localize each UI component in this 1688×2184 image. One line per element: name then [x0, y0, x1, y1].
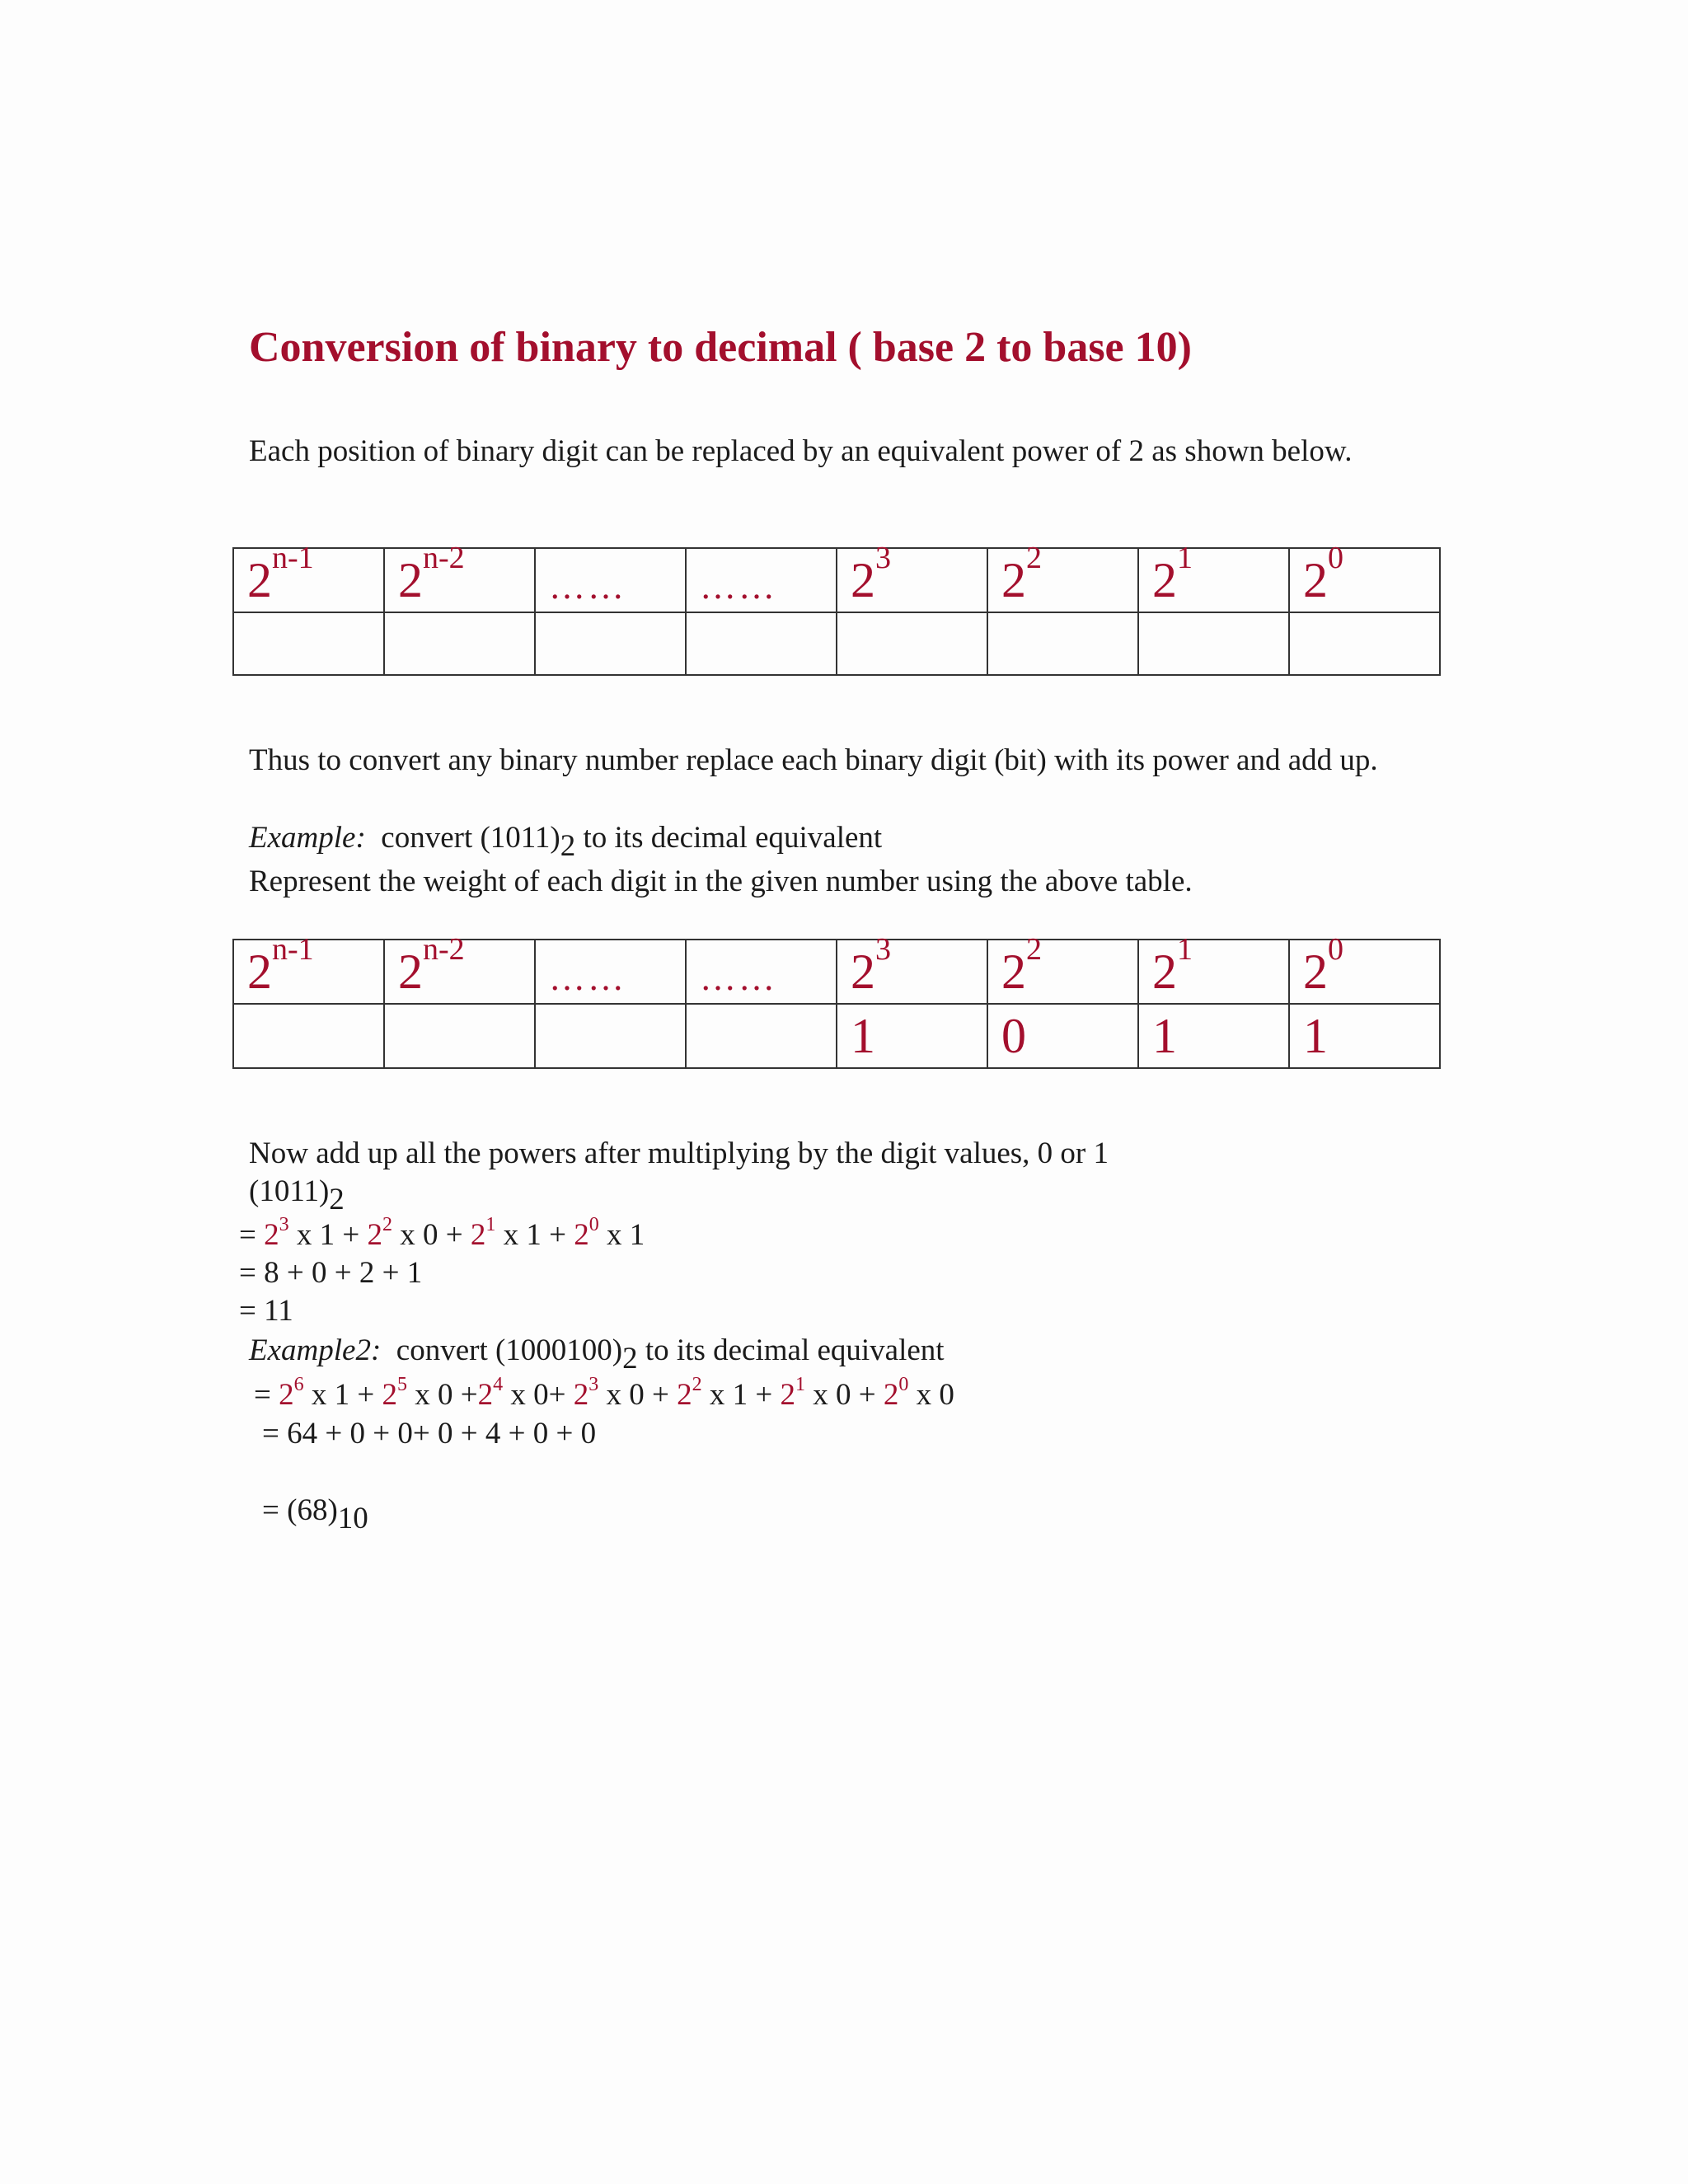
- powers-value-cell: [987, 612, 1138, 675]
- expr-text: x 0 +: [407, 1378, 478, 1412]
- weights-header-row: [233, 940, 1440, 1004]
- weights-value-cell: 1: [837, 1004, 987, 1068]
- power-exponent: n-1: [272, 541, 314, 575]
- example2-expansion: [254, 1373, 954, 1414]
- powers-header-cell: ……: [686, 548, 837, 612]
- power-term-exponent: 2: [692, 1373, 702, 1395]
- example1-post: to its decimal equivalent: [575, 821, 883, 855]
- expr-text: x 0 +: [392, 1218, 471, 1252]
- powers-header-cell: [1138, 541, 1289, 612]
- power-term-exponent: 0: [588, 1213, 599, 1235]
- example1-label: Example:: [249, 821, 366, 855]
- weights-value-cell: [686, 1004, 837, 1068]
- power-term: $2^0$: [883, 1373, 909, 1412]
- weights-header-cell: ……: [686, 940, 837, 1004]
- power-base: 2: [1001, 944, 1026, 999]
- power-exponent: 2: [1026, 932, 1042, 967]
- power-base: 2: [247, 553, 272, 607]
- power-term: $2^4$: [477, 1373, 504, 1412]
- powers-value-cell: [535, 612, 686, 675]
- power-term-exponent: 2: [382, 1213, 392, 1235]
- weights-value-cell: [233, 1004, 384, 1068]
- power-exponent: 1: [1177, 932, 1193, 967]
- power-term-exponent: 1: [795, 1373, 805, 1395]
- powers-value-cell: [1138, 612, 1289, 675]
- example2-result-value: = (68): [262, 1493, 338, 1527]
- expr-text: x 1 +: [495, 1218, 574, 1252]
- expr-text: x 0 +: [805, 1378, 884, 1412]
- weights-value-row: [233, 1004, 1440, 1068]
- powers-header-row: [233, 548, 1440, 612]
- power-term: $2^3$: [264, 1213, 289, 1252]
- powers-header-cell: [384, 541, 535, 612]
- powers-header-cell: ……: [535, 548, 686, 612]
- expr-text: x 0+: [503, 1378, 574, 1412]
- represent-text: Represent the weight of each digit in the given number using the above table.: [249, 865, 1193, 898]
- expr-text: =: [254, 1378, 279, 1412]
- example2-pre: convert (1000100): [396, 1333, 623, 1367]
- power-term: $2^2$: [677, 1373, 702, 1412]
- power-exponent: n-2: [423, 541, 465, 575]
- power-term-exponent: 5: [397, 1373, 407, 1395]
- power-term-exponent: 0: [898, 1373, 909, 1395]
- example2-result-sub: 10: [337, 1502, 368, 1535]
- expr-text: x 1 +: [303, 1378, 382, 1412]
- power-term: $2^5$: [382, 1373, 407, 1412]
- power-base: 2: [1152, 553, 1177, 607]
- power-term: $2^0$: [574, 1213, 599, 1252]
- power-base: 2: [1303, 553, 1328, 607]
- power-term: $2^3$: [573, 1373, 599, 1412]
- power-base: 2: [1152, 944, 1177, 999]
- power-term-exponent: 3: [588, 1373, 599, 1395]
- example1-sub: 2: [560, 829, 576, 863]
- calc1-sum: = 8 + 0 + 2 + 1: [239, 1256, 423, 1290]
- weights-header-cell: [987, 932, 1138, 1004]
- power-exponent: 0: [1328, 932, 1343, 967]
- expr-text: x 0: [908, 1378, 954, 1412]
- weights-header-cell: [837, 932, 987, 1004]
- calc1-number-value: (1011): [249, 1174, 330, 1208]
- power-term: $2^2$: [367, 1213, 392, 1252]
- powers-header-cell: [987, 541, 1138, 612]
- power-term-exponent: 4: [493, 1373, 504, 1395]
- add-up-text: Now add up all the powers after multiplying by the digit values, 0 or 1: [249, 1137, 1109, 1170]
- power-term-exponent: 3: [279, 1213, 289, 1235]
- example2-post: to its decimal equivalent: [637, 1333, 945, 1367]
- weights-value-cell: 1: [1289, 1004, 1440, 1068]
- power-base: 2: [398, 944, 423, 999]
- powers-header-cell: [1289, 541, 1440, 612]
- power-base: 2: [1001, 553, 1026, 607]
- weights-header-cell: [1289, 932, 1440, 1004]
- power-exponent: n-1: [272, 932, 314, 967]
- expr-text: =: [239, 1218, 265, 1252]
- power-term: $2^1$: [470, 1213, 496, 1252]
- example1-pre: convert (1011): [381, 821, 560, 855]
- power-exponent: 1: [1177, 541, 1193, 575]
- intro-paragraph: Each position of binary digit can be replaced by an equivalent power of 2 as shown below.: [249, 434, 1353, 468]
- powers-value-cell: [233, 612, 384, 675]
- powers-value-cell: [1289, 612, 1440, 675]
- expr-text: x 1: [598, 1218, 645, 1252]
- powers-value-cell: [686, 612, 837, 675]
- calc1-result: = 11: [239, 1294, 293, 1328]
- weights-header-cell: [1138, 932, 1289, 1004]
- expr-text: x 1 +: [288, 1218, 368, 1252]
- weights-value-cell: 1: [1138, 1004, 1289, 1068]
- power-base: 2: [398, 553, 423, 607]
- powers-value-cell: [837, 612, 987, 675]
- power-term: $2^1$: [780, 1373, 805, 1412]
- weights-value-cell: [384, 1004, 535, 1068]
- power-exponent: 3: [875, 541, 891, 575]
- thus-paragraph: Thus to convert any binary number replace each binary digit (bit) with its power and add up.: [249, 743, 1378, 777]
- power-base: 2: [247, 944, 272, 999]
- powers-table: [232, 541, 1441, 676]
- power-exponent: n-2: [423, 932, 465, 967]
- calc1-expansion: [239, 1213, 645, 1254]
- power-term: $2^6$: [279, 1373, 304, 1412]
- weights-table: [232, 932, 1441, 1069]
- calc1-number: [249, 1173, 345, 1216]
- page-title: Conversion of binary to decimal ( base 2 to base 10): [249, 324, 1192, 371]
- power-base: 2: [851, 944, 875, 999]
- expr-text: x 1 +: [701, 1378, 781, 1412]
- weights-header-cell: ……: [535, 940, 686, 1004]
- example2-sub: 2: [622, 1342, 638, 1376]
- powers-value-row: [233, 612, 1440, 675]
- power-exponent: 2: [1026, 541, 1042, 575]
- weights-header-cell: [233, 932, 384, 1004]
- power-term-exponent: 6: [293, 1373, 304, 1395]
- expr-text: x 0 +: [598, 1378, 678, 1412]
- power-base: 2: [851, 553, 875, 607]
- weights-value-cell: 0: [987, 1004, 1138, 1068]
- example2-line: [249, 1332, 945, 1376]
- powers-header-cell: [233, 541, 384, 612]
- weights-value-cell: [535, 1004, 686, 1068]
- example2-result: [262, 1492, 368, 1535]
- power-exponent: 3: [875, 932, 891, 967]
- calc1-number-sub: 2: [329, 1183, 345, 1216]
- weights-header-cell: [384, 932, 535, 1004]
- example2-sum: = 64 + 0 + 0+ 0 + 4 + 0 + 0: [262, 1417, 597, 1451]
- power-exponent: 0: [1328, 541, 1343, 575]
- example1-line: [249, 819, 883, 863]
- powers-header-cell: [837, 541, 987, 612]
- powers-value-cell: [384, 612, 535, 675]
- example2-label: Example2:: [249, 1333, 382, 1367]
- power-term-exponent: 1: [485, 1213, 496, 1235]
- power-base: 2: [1303, 944, 1328, 999]
